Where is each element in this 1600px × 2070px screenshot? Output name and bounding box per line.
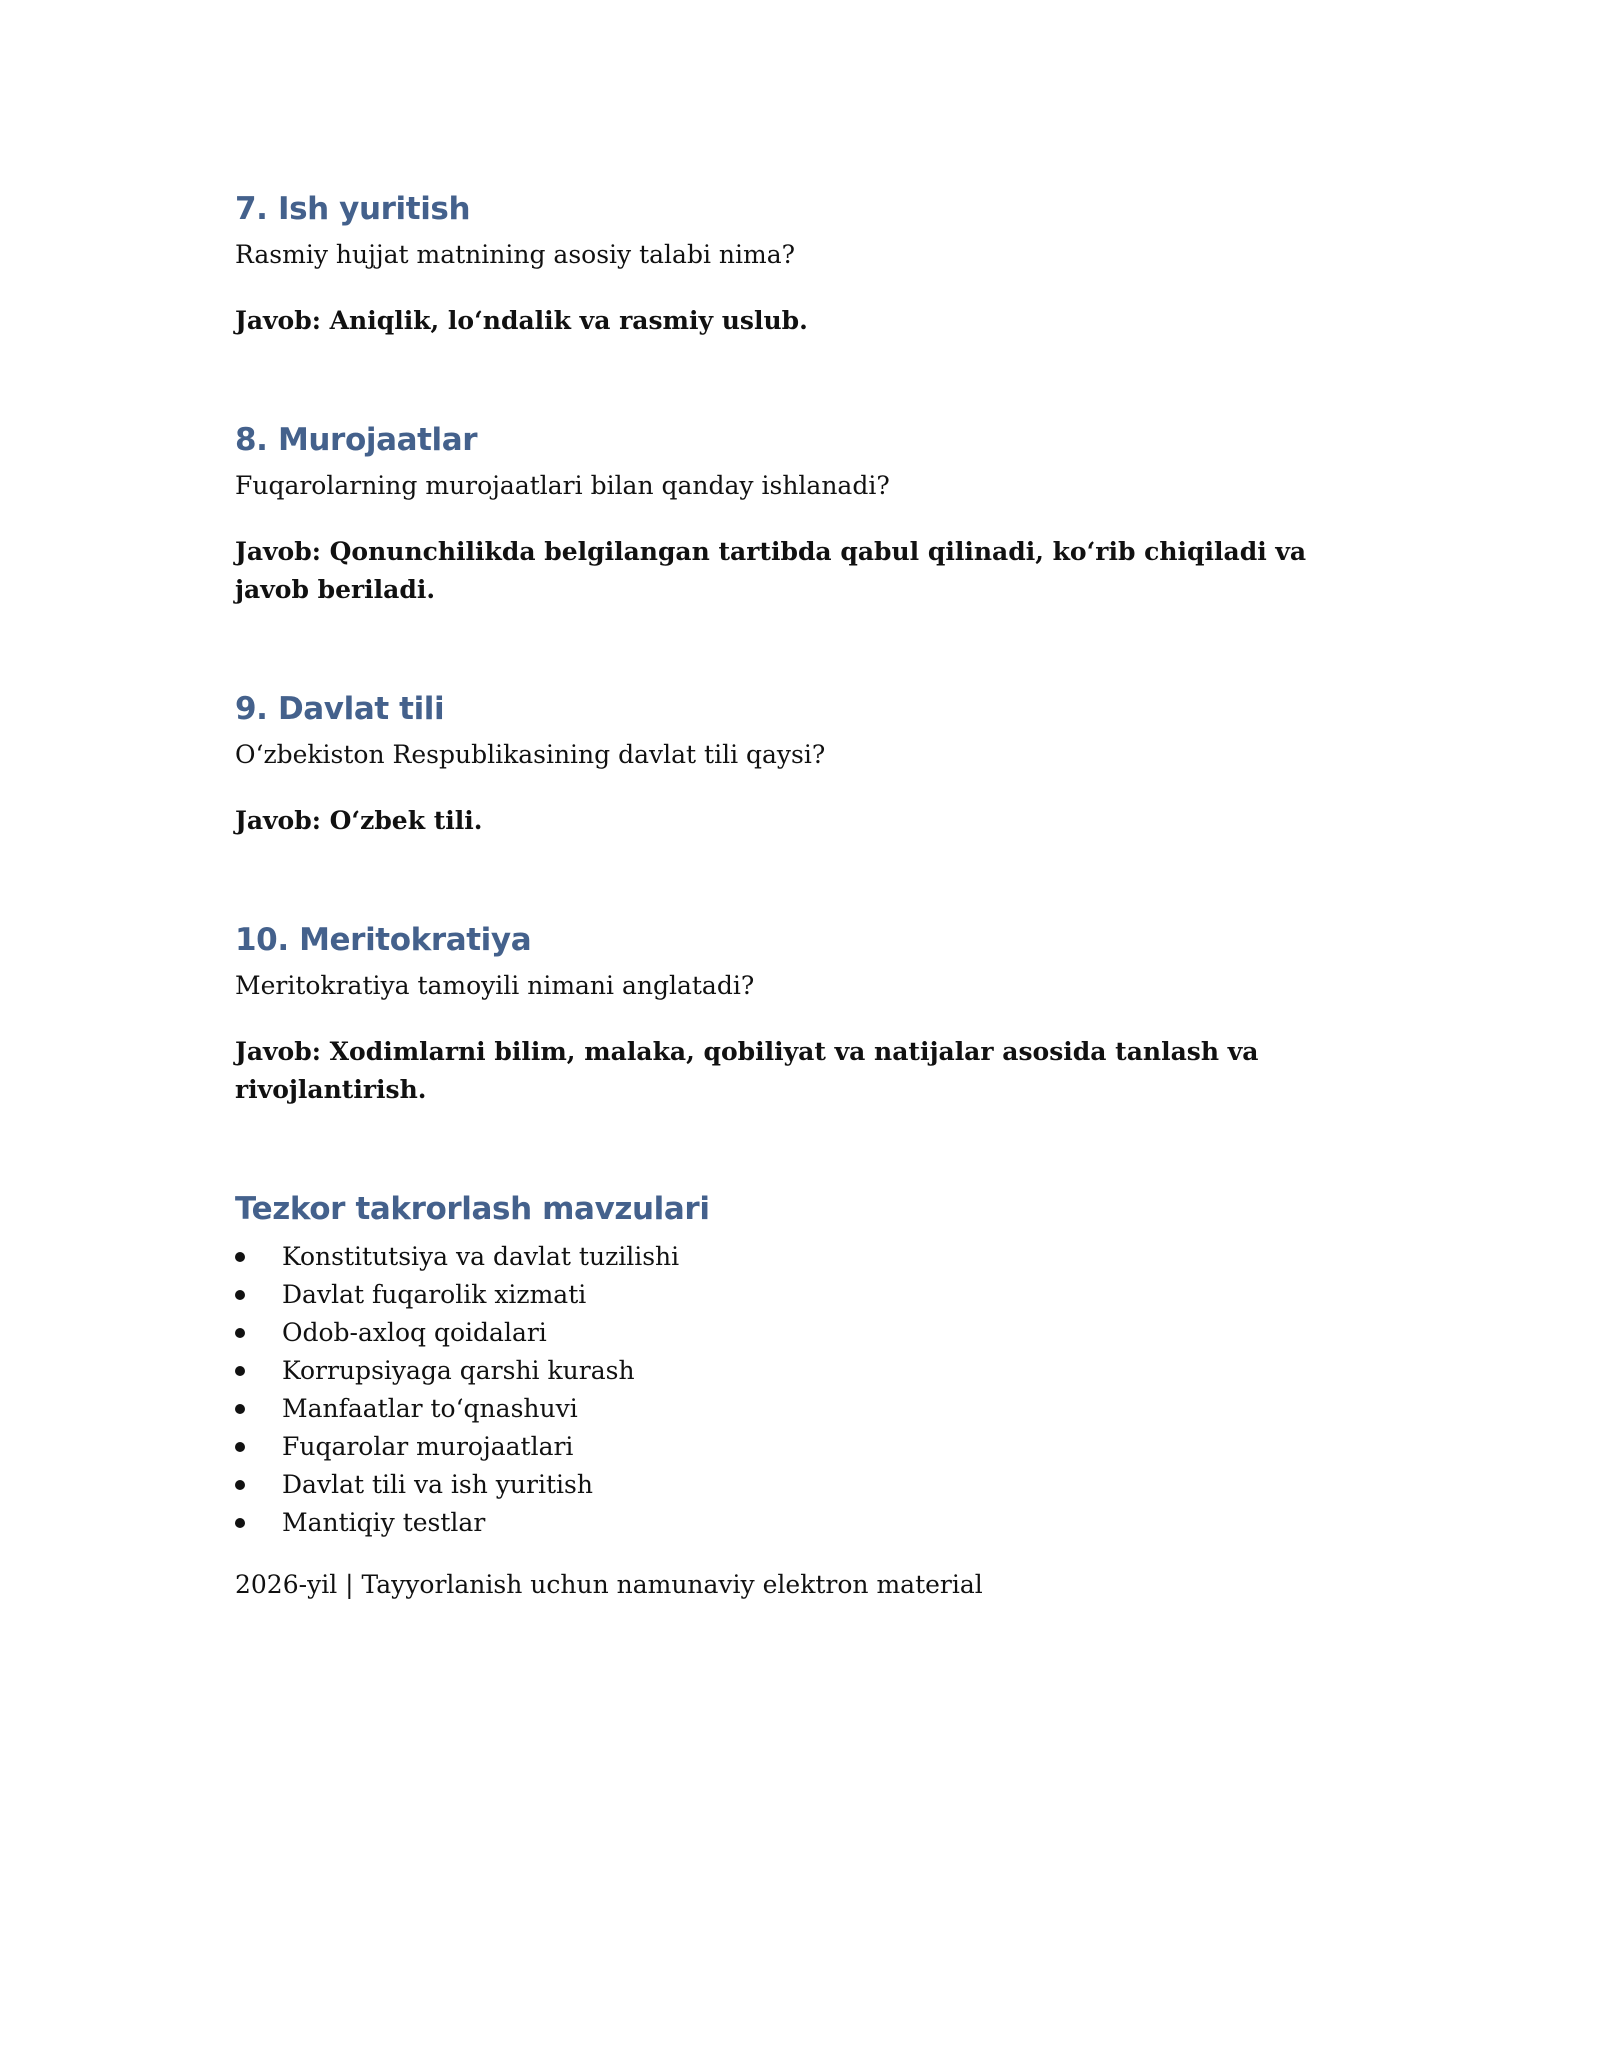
- section-meritokratiya: [235, 911, 1385, 1109]
- answer-text: Javob: Qonunchilikda belgilangan tartibda qabul qilinadi, ko‘rib chiqiladi va javob beriladi.: [235, 537, 1307, 604]
- review-list: [235, 1238, 1385, 1542]
- question-text: Meritokratiya tamoyili nimani anglatadi?: [235, 971, 755, 1000]
- bullet-icon: [235, 1252, 245, 1262]
- bullet-icon: [235, 1366, 245, 1376]
- section-murojaatlar: [235, 411, 1385, 609]
- bullet-icon: [235, 1480, 245, 1490]
- list-item-label: Konstitutsiya va davlat tuzilishi: [282, 1242, 680, 1271]
- list-item: [235, 1466, 1385, 1504]
- section-ish-yuritish: [235, 180, 1385, 340]
- list-item: [235, 1314, 1385, 1352]
- review-topics: [235, 1180, 1385, 1542]
- section-heading: 9. Davlat tili: [235, 691, 445, 727]
- bullet-icon: [235, 1404, 245, 1414]
- list-item-label: Mantiqiy testlar: [282, 1508, 486, 1537]
- question-text: Fuqarolarning murojaatlari bilan qanday ishlanadi?: [235, 471, 890, 500]
- list-item: [235, 1390, 1385, 1428]
- list-item-label: Korrupsiyaga qarshi kurash: [282, 1356, 635, 1385]
- bullet-icon: [235, 1328, 245, 1338]
- question-text: Rasmiy hujjat matnining asosiy talabi nima?: [235, 240, 795, 269]
- bullet-icon: [235, 1518, 245, 1528]
- list-item: [235, 1276, 1385, 1314]
- answer-text: Javob: O‘zbek tili.: [235, 806, 483, 835]
- document-page: [235, 180, 1385, 1604]
- question-text: O‘zbekiston Respublikasining davlat tili qaysi?: [235, 740, 826, 769]
- list-item: [235, 1428, 1385, 1466]
- list-item-label: Odob-axloq qoidalari: [282, 1318, 547, 1347]
- list-item-label: Davlat tili va ish yuritish: [282, 1470, 593, 1499]
- section-davlat-tili: [235, 680, 1385, 840]
- bullet-icon: [235, 1290, 245, 1300]
- answer-text: Javob: Xodimlarni bilim, malaka, qobiliyat va natijalar asosida tanlash va rivojlantirish.: [235, 1037, 1259, 1104]
- list-item: [235, 1352, 1385, 1390]
- section-heading: 7. Ish yuritish: [235, 191, 471, 227]
- list-item: [235, 1238, 1385, 1276]
- footer-note: 2026-yil | Tayyorlanish uchun namunaviy elektron material: [235, 1570, 983, 1599]
- answer-text: Javob: Aniqlik, lo‘ndalik va rasmiy uslub.: [235, 306, 808, 335]
- list-item: [235, 1504, 1385, 1542]
- list-item-label: Manfaatlar to‘qnashuvi: [282, 1394, 578, 1423]
- bullet-icon: [235, 1442, 245, 1452]
- review-heading: Tezkor takrorlash mavzulari: [235, 1191, 710, 1227]
- list-item-label: Davlat fuqarolik xizmati: [282, 1280, 587, 1309]
- section-heading: 8. Murojaatlar: [235, 422, 478, 458]
- section-heading: 10. Meritokratiya: [235, 922, 532, 958]
- list-item-label: Fuqarolar murojaatlari: [282, 1432, 574, 1461]
